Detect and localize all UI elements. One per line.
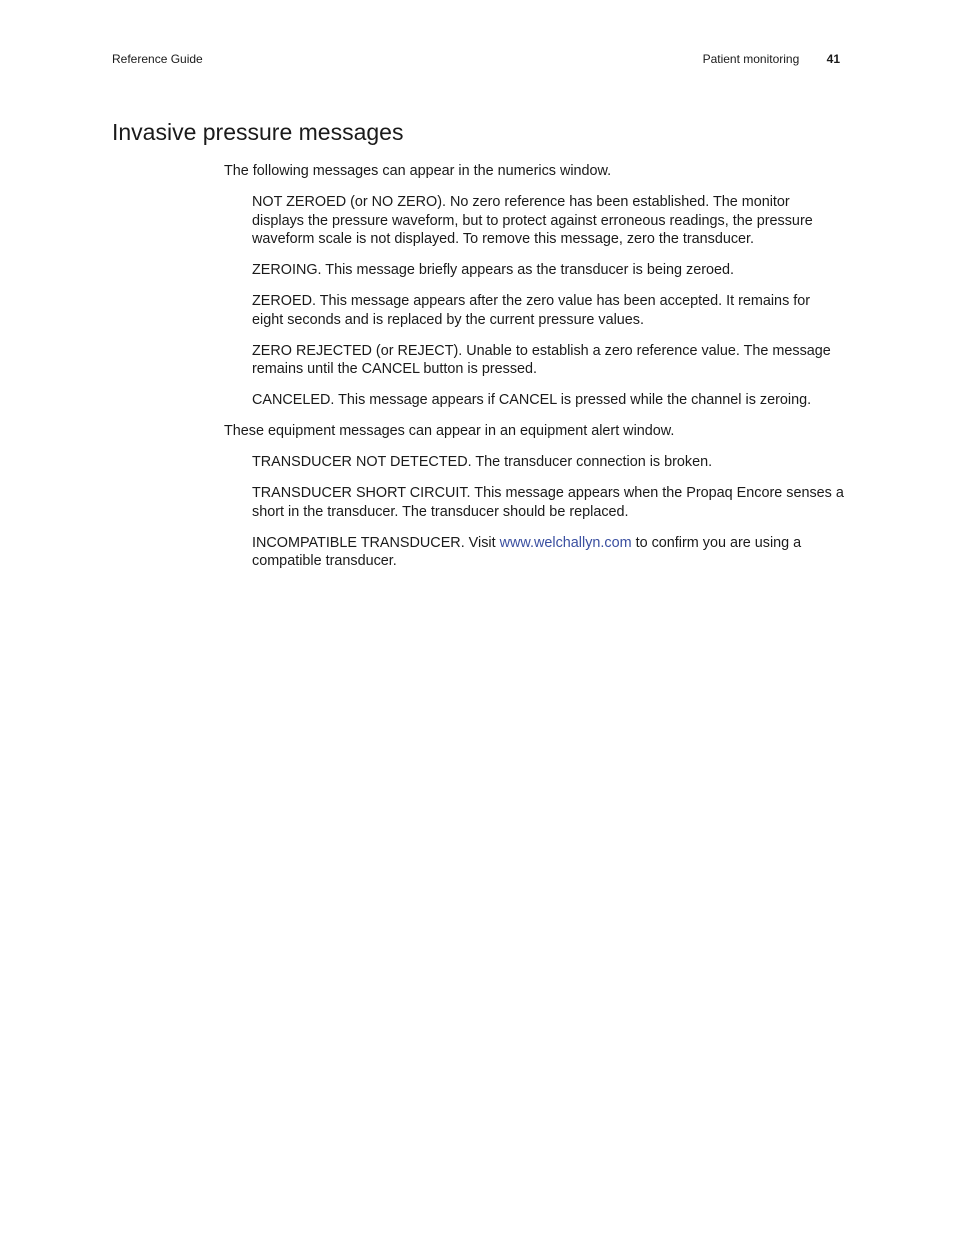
incompatible-text-before: INCOMPATIBLE TRANSDUCER. Visit bbox=[252, 534, 500, 551]
message-zeroing: ZEROING. This message briefly appears as the transducer is being zeroed. bbox=[252, 262, 735, 279]
incompatible-text-after: to confirm you are using a compatible transducer. bbox=[252, 534, 802, 570]
message-transducer-not-detected: TRANSDUCER NOT DETECTED. The transducer connection is broken. bbox=[252, 454, 713, 471]
page-title: Invasive pressure messages bbox=[112, 119, 404, 145]
message-transducer-short-circuit: TRANSDUCER SHORT CIRCUIT. This message appears when the Propaq Encore senses a short in the transducer. The transducer should be replaced. bbox=[252, 485, 844, 520]
equipment-intro: These equipment messages can appear in an equipment alert window. bbox=[224, 423, 675, 440]
document-title: Reference Guide bbox=[112, 52, 203, 66]
message-zeroed: ZEROED. This message appears after the zero value has been accepted. It remains for eight seconds and is replaced by the current pressure values. bbox=[252, 293, 811, 328]
welchallyn-link[interactable]: www.welchallyn.com bbox=[499, 534, 632, 551]
body-content bbox=[224, 162, 844, 583]
message-zero-rejected: ZERO REJECTED (or REJECT). Unable to establish a zero reference value. The message remains until the CANCEL button is pressed. bbox=[252, 342, 831, 378]
message-not-zeroed: NOT ZEROED (or NO ZERO). No zero reference has been established. The monitor displays the pressure waveform, but to protect against erroneous readings, the pressure waveform scale is not displayed. To remove this message, zero the transducer. bbox=[252, 193, 813, 248]
page-number: 41 bbox=[826, 52, 840, 66]
header-right bbox=[703, 52, 840, 66]
section-name: Patient monitoring bbox=[702, 52, 800, 66]
message-incompatible-transducer bbox=[252, 534, 844, 571]
message-canceled: CANCELED. This message appears if CANCEL is pressed while the channel is zeroing. bbox=[252, 392, 812, 409]
page-header bbox=[112, 52, 840, 70]
numerics-intro: The following messages can appear in the numerics window. bbox=[224, 163, 612, 179]
